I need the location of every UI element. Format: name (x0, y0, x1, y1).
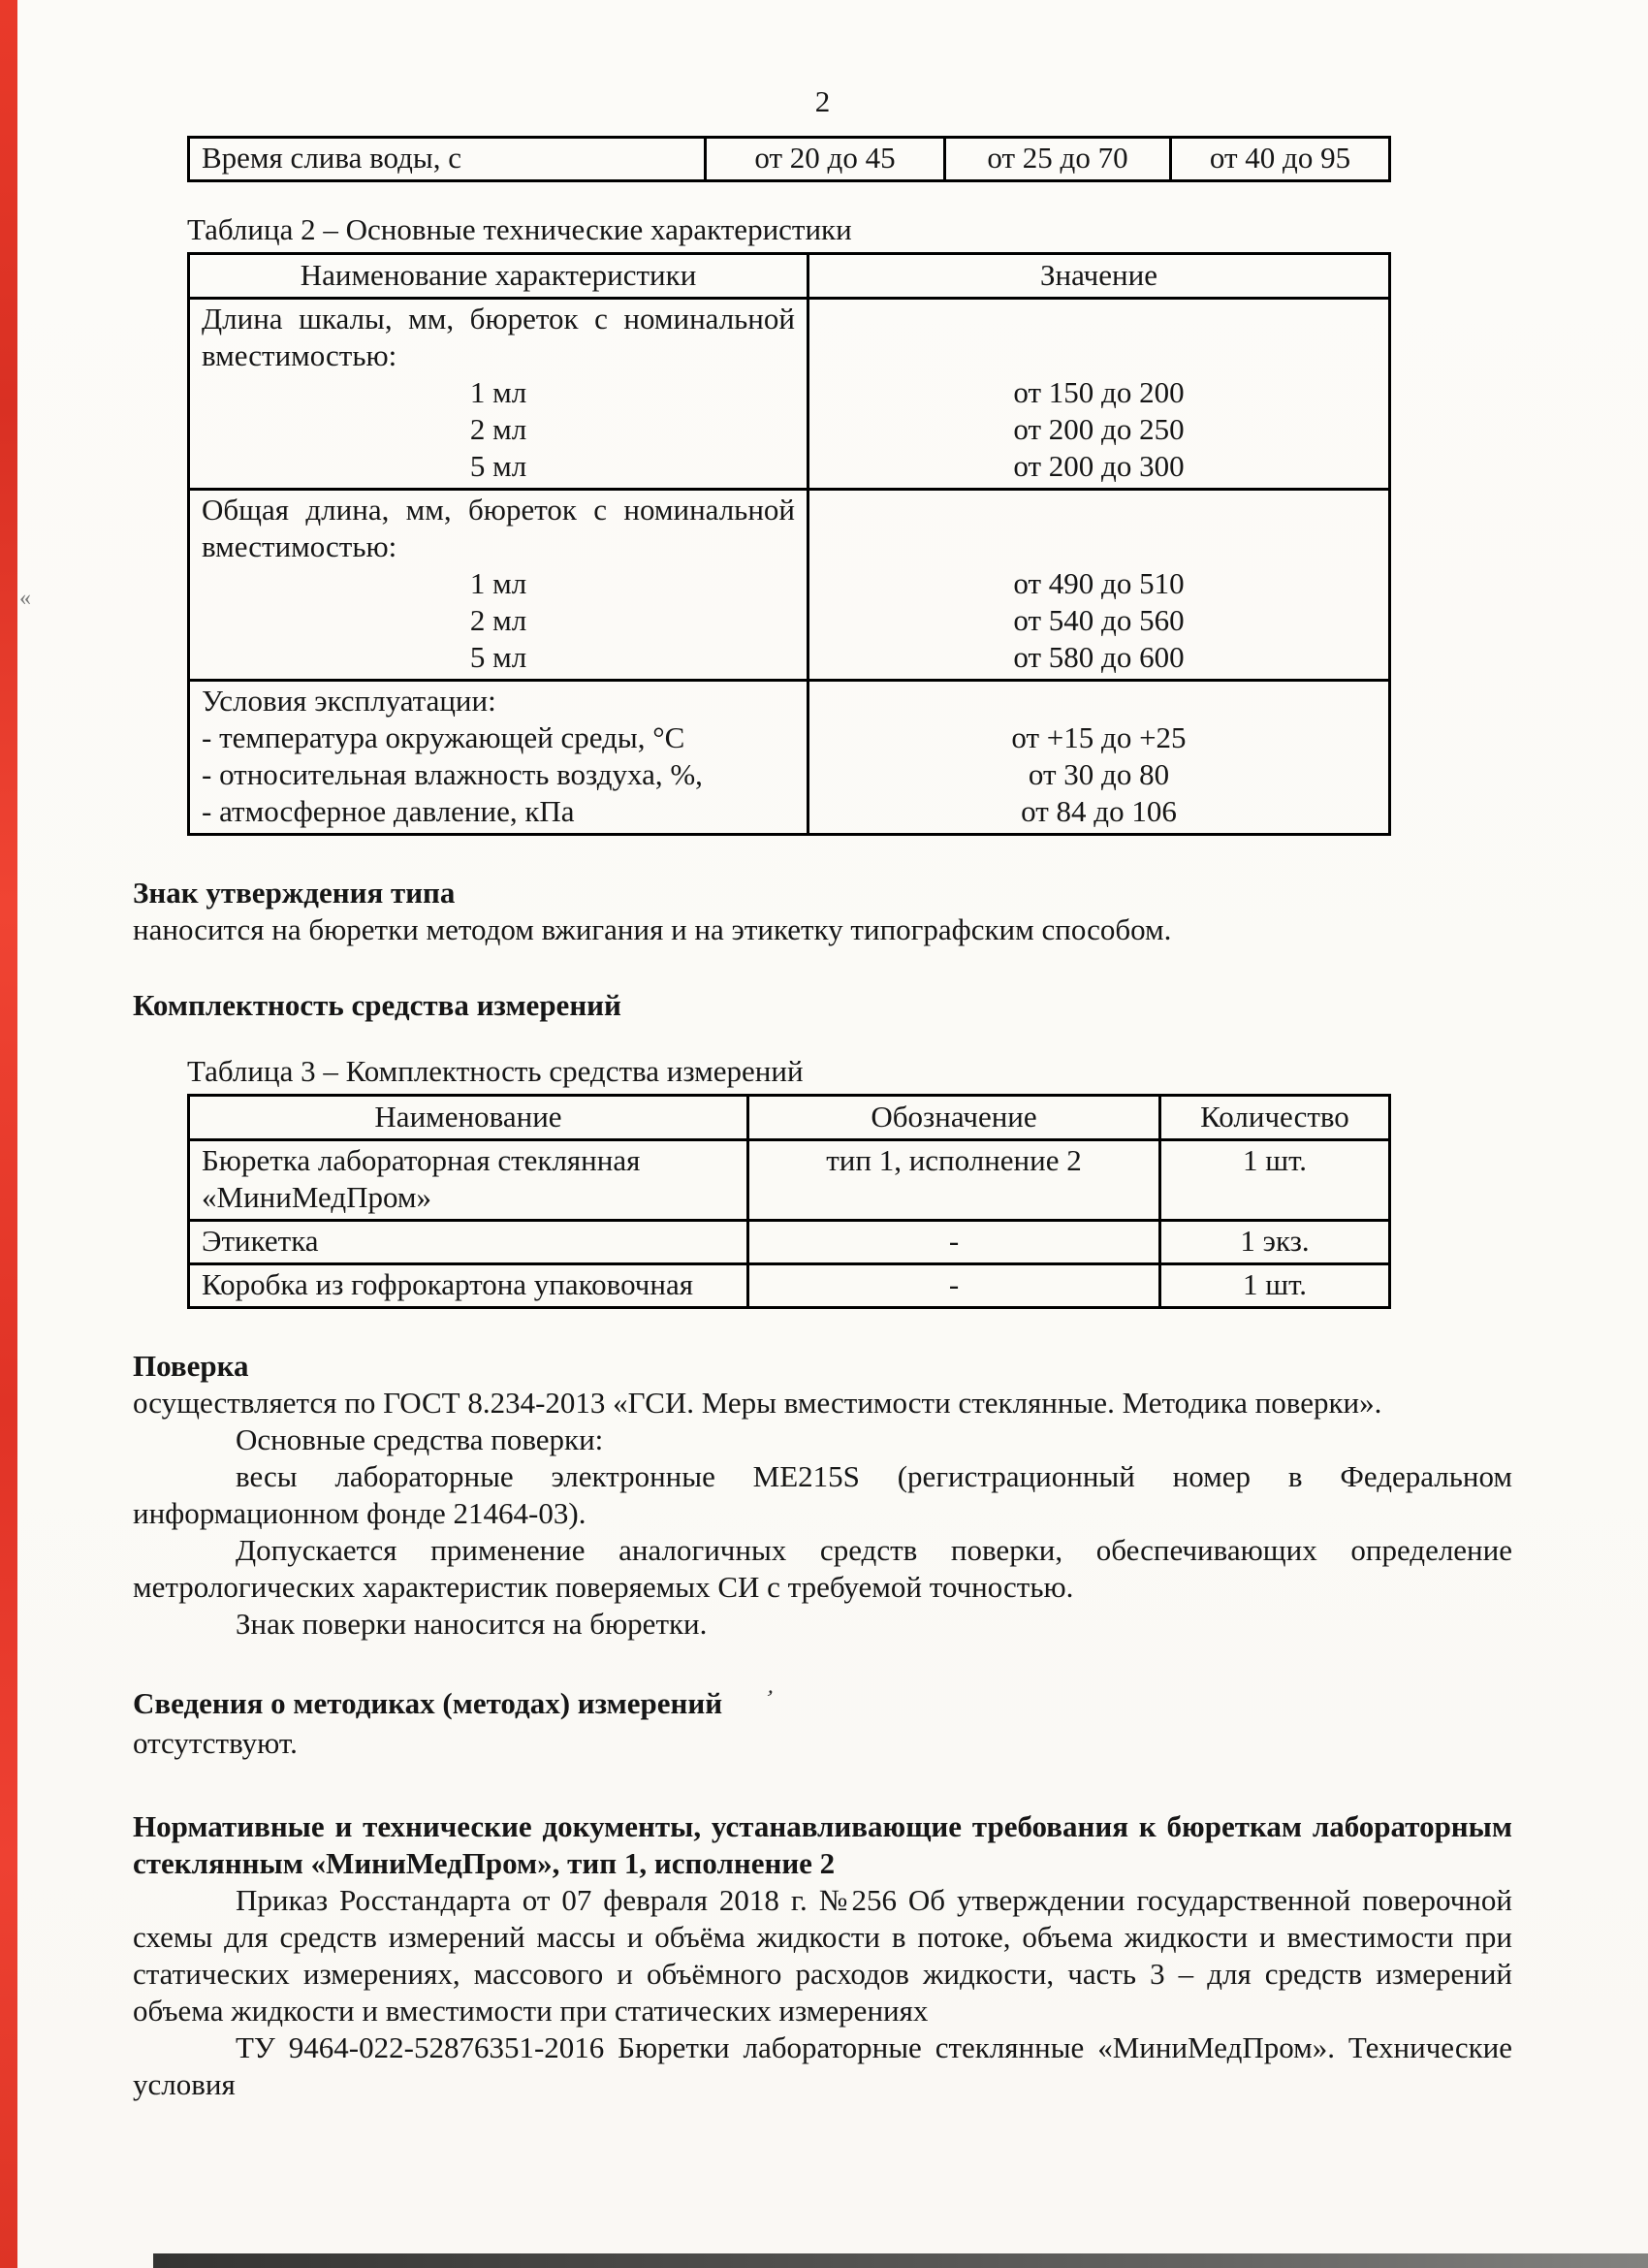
table-row (189, 1221, 1390, 1264)
cell-quantity: 1 шт. (1160, 1140, 1390, 1221)
cell-characteristic (189, 299, 808, 490)
value-line: от 490 до 510 (1013, 566, 1185, 600)
sub-label: 2 мл (469, 412, 527, 446)
cell-values (808, 299, 1390, 490)
section-heading-methods-row (133, 1685, 1512, 1725)
table3-completeness (187, 1094, 1391, 1309)
value-line: от 580 до 600 (1013, 640, 1185, 674)
water-drain-time-table (187, 136, 1391, 182)
table-row (189, 681, 1390, 835)
cell-quantity: 1 экз. (1160, 1221, 1390, 1264)
table2-caption: Таблица 2 – Основные технические характеристики (187, 212, 852, 246)
verification-p3: весы лабораторные электронные ME215S (регистрационный номер в Федеральном информационном фонде 21464-03). (133, 1459, 1512, 1530)
table2-technical-characteristics (187, 252, 1391, 836)
type-approval-body: наносится на бюретки методом вжигания и на этикетку типографским способом. (133, 912, 1172, 946)
table3-header-designation: Обозначение (748, 1096, 1160, 1140)
normative-p2: ТУ 9464-022-52876351-2016 Бюретки лабораторные стеклянные «МиниМедПром». Технические условия (133, 2030, 1512, 2101)
table-row (189, 299, 1390, 490)
cell-characteristic (189, 681, 808, 835)
cell-values (808, 681, 1390, 835)
table-row (189, 490, 1390, 681)
page-number: 2 (814, 84, 831, 118)
margin-pen-mark: « (19, 586, 31, 611)
cell-item-name: Бюретка лабораторная стеклянная «МиниМедПром» (189, 1140, 748, 1221)
value-line: от 84 до 106 (1021, 794, 1177, 828)
sub-label: - атмосферное давление, кПа (202, 794, 575, 828)
cell-range-3: от 40 до 95 (1171, 138, 1390, 181)
section-heading-normative: Нормативные и технические документы, устанавливающие требования к бюреткам лабораторным стеклянным «МиниМедПром», тип 1, исполнение 2 (133, 1809, 1512, 1880)
normative-p1: Приказ Росстандарта от 07 февраля 2018 г. №256 Об утверждении государственной поверочной схемы для средств измерений массы и объёма жидкости в потоке, объема жидкости и вместимости при статических измерениях, массового и объёмного расходов жидкости, часть 3 – для средств измерений объема жидкости и вместимости при статических измерениях (133, 1883, 1512, 2028)
sub-label: 5 мл (469, 449, 527, 483)
value-line: от 30 до 80 (1028, 757, 1170, 791)
scan-bottom-shadow (153, 2253, 1648, 2268)
sub-label: - температура окружающей среды, °С (202, 720, 685, 754)
sub-label: 5 мл (469, 640, 527, 674)
verification-p2: Основные средства поверки: (236, 1422, 604, 1456)
sub-label: - относительная влажность воздуха, %, (202, 757, 703, 791)
scan-edge-stripe (0, 0, 17, 2268)
cell-characteristic (189, 490, 808, 681)
cell-item-name: Коробка из гофрокартона упаковочная (189, 1264, 748, 1308)
table2-header-value: Значение (808, 254, 1390, 299)
value-line: от 200 до 250 (1013, 412, 1185, 446)
table3-caption: Таблица 3 – Комплектность средства измерений (187, 1054, 804, 1088)
verification-p5: Знак поверки наносится на бюретки. (236, 1607, 708, 1641)
sub-label: 2 мл (469, 603, 527, 637)
characteristic-name: Условия эксплуатации: (202, 684, 496, 718)
table-row (189, 1264, 1390, 1308)
page-content (133, 0, 1512, 2103)
sub-label: 1 мл (469, 375, 527, 409)
table2-header-name: Наименование характеристики (189, 254, 808, 299)
cell-item-name: Этикетка (189, 1221, 748, 1264)
section-heading-completeness: Комплектность средства измерений (133, 988, 621, 1022)
pen-mark: ’ (761, 1685, 776, 1712)
value-line: от +15 до +25 (1011, 720, 1187, 754)
value-line: от 200 до 300 (1013, 449, 1185, 483)
characteristic-name: Длина шкалы, мм, бюреток с номинальной вместимостью: (202, 302, 795, 372)
table3-header-quantity: Количество (1160, 1096, 1390, 1140)
sub-label: 1 мл (469, 566, 527, 600)
table2-header-row (189, 254, 1390, 299)
characteristic-name: Общая длина, мм, бюреток с номинальной вместимостью: (202, 493, 795, 563)
verification-p1: осуществляется по ГОСТ 8.234-2013 «ГСИ. Меры вместимости стеклянные. Методика поверки». (133, 1386, 1382, 1420)
methods-body: отсутствуют. (133, 1726, 298, 1760)
cell-range-1: от 20 до 45 (706, 138, 945, 181)
section-heading-methods: Сведения о методиках (методах) измерений (133, 1686, 723, 1720)
verification-p4: Допускается применение аналогичных средств поверки, обеспечивающих определение метрологических характеристик поверяемых СИ с требуемой точностью. (133, 1533, 1512, 1604)
table-row (189, 138, 1390, 181)
value-line: от 150 до 200 (1013, 375, 1185, 409)
cell-designation: тип 1, исполнение 2 (748, 1140, 1160, 1221)
table3-header-name: Наименование (189, 1096, 748, 1140)
table3-header-row (189, 1096, 1390, 1140)
cell-range-2: от 25 до 70 (945, 138, 1171, 181)
cell-parameter-name: Время слива воды, с (189, 138, 706, 181)
cell-values (808, 490, 1390, 681)
cell-quantity: 1 шт. (1160, 1264, 1390, 1308)
section-heading-verification: Поверка (133, 1349, 249, 1383)
value-line: от 540 до 560 (1013, 603, 1185, 637)
section-heading-type-approval: Знак утверждения типа (133, 876, 456, 910)
table-row (189, 1140, 1390, 1221)
cell-designation: - (748, 1264, 1160, 1308)
cell-designation: - (748, 1221, 1160, 1264)
